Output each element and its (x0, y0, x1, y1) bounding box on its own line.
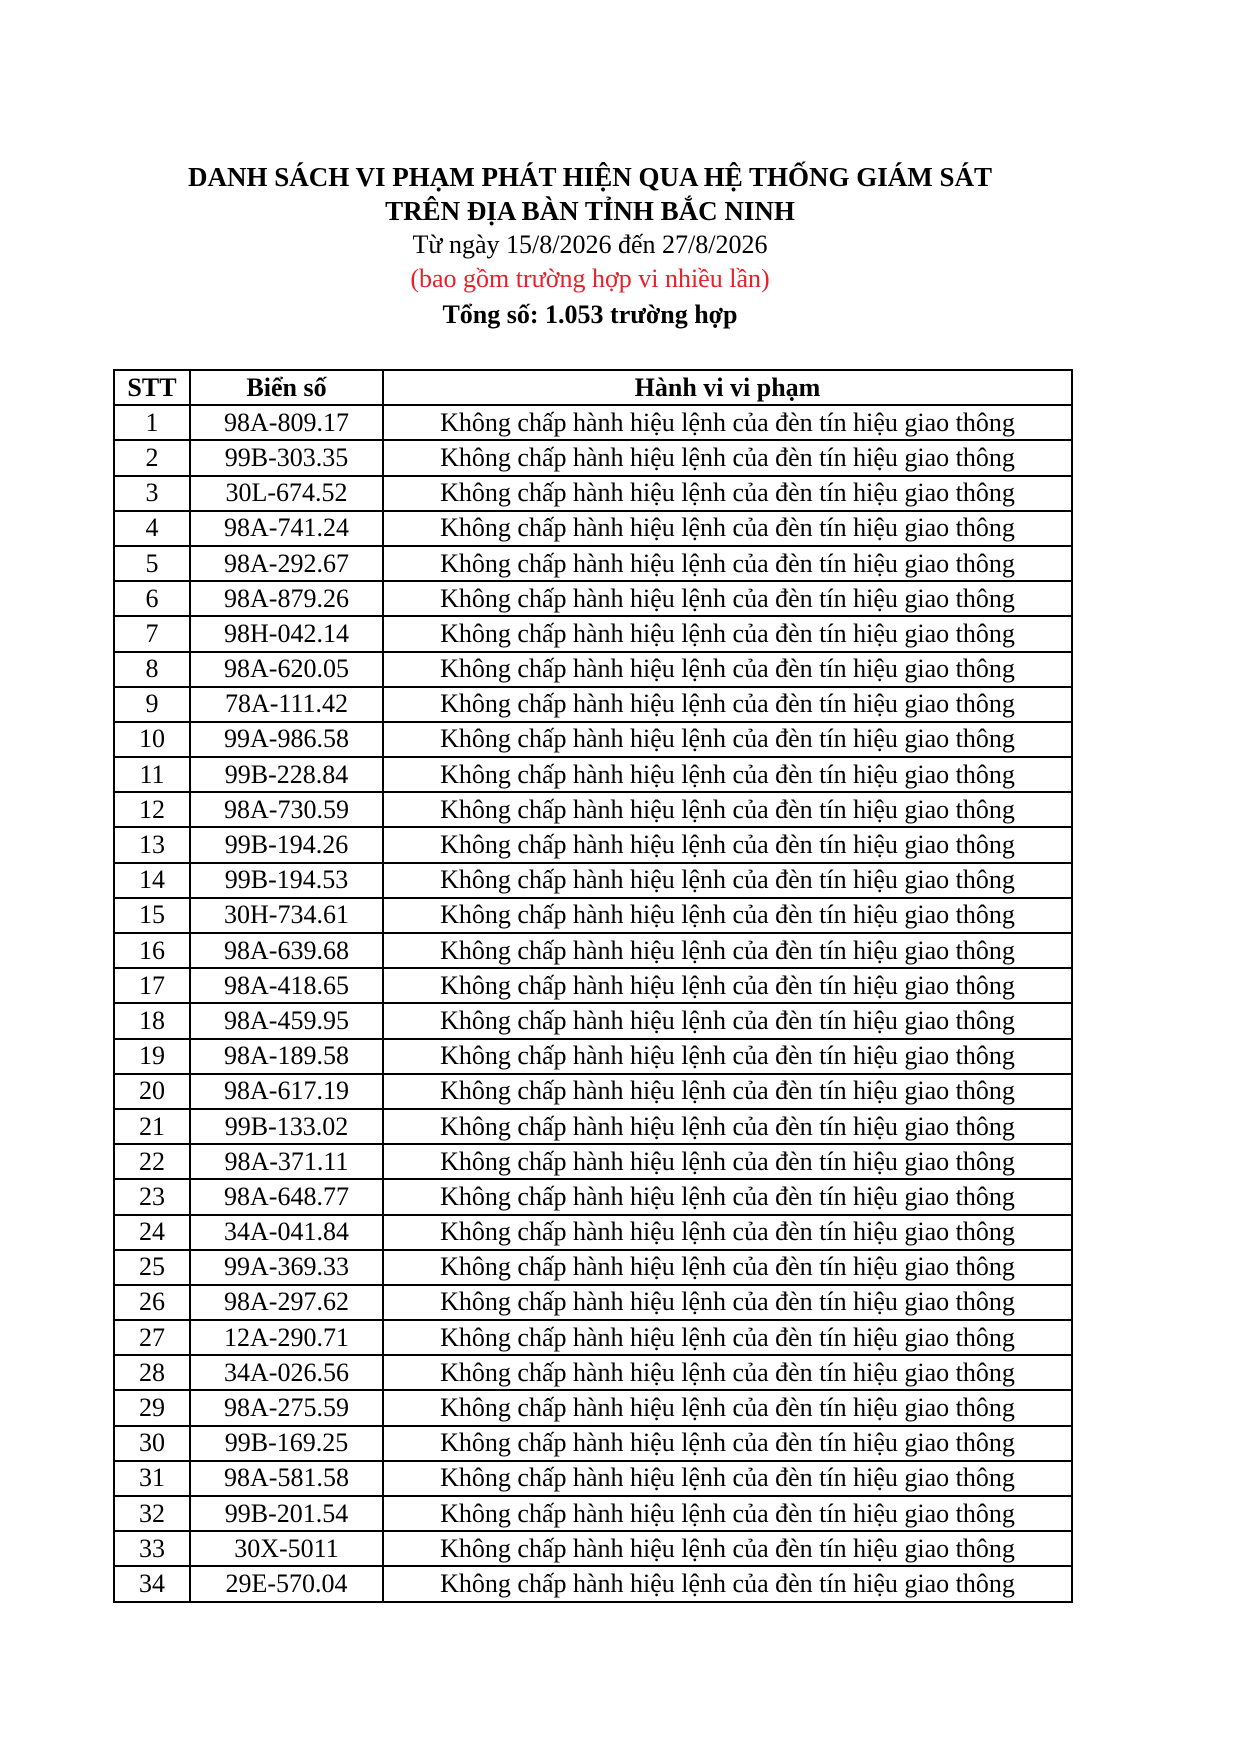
cell-stt: 8 (114, 652, 190, 687)
cell-stt: 14 (114, 863, 190, 898)
cell-violation: Không chấp hành hiệu lệnh của đèn tín hiệu giao thông (383, 1250, 1072, 1285)
cell-violation: Không chấp hành hiệu lệnh của đèn tín hiệu giao thông (383, 1285, 1072, 1320)
cell-plate: 98H-042.14 (190, 616, 383, 651)
cell-plate: 99B-194.26 (190, 827, 383, 862)
cell-violation: Không chấp hành hiệu lệnh của đèn tín hiệu giao thông (383, 687, 1072, 722)
cell-violation: Không chấp hành hiệu lệnh của đèn tín hiệu giao thông (383, 1426, 1072, 1461)
cell-stt: 28 (114, 1355, 190, 1390)
date-range: Từ ngày 15/8/2026 đến 27/8/2026 (412, 230, 768, 259)
table-row (114, 1496, 1072, 1531)
document-title: DANH SÁCH VI PHẠM PHÁT HIỆN QUA HỆ THỐNG GIÁM SÁT (187, 162, 993, 192)
table-row (114, 1039, 1072, 1074)
cell-violation: Không chấp hành hiệu lệnh của đèn tín hiệu giao thông (383, 827, 1072, 862)
cell-stt: 23 (114, 1179, 190, 1214)
header-stt: STT (114, 370, 190, 405)
table-row (114, 1426, 1072, 1461)
cell-violation: Không chấp hành hiệu lệnh của đèn tín hiệu giao thông (383, 1496, 1072, 1531)
cell-stt: 29 (114, 1390, 190, 1425)
cell-violation: Không chấp hành hiệu lệnh của đèn tín hiệu giao thông (383, 1461, 1072, 1496)
cell-plate: 30L-674.52 (190, 476, 383, 511)
cell-plate: 99B-194.53 (190, 863, 383, 898)
cell-plate: 98A-275.59 (190, 1390, 383, 1425)
cell-plate: 99B-169.25 (190, 1426, 383, 1461)
cell-stt: 3 (114, 476, 190, 511)
table-row (114, 1003, 1072, 1038)
table-row (114, 687, 1072, 722)
cell-plate: 99B-133.02 (190, 1109, 383, 1144)
table-row (114, 1461, 1072, 1496)
table-row (114, 792, 1072, 827)
table-row (114, 968, 1072, 1003)
table-row (114, 1320, 1072, 1355)
table-row (114, 1250, 1072, 1285)
cell-violation: Không chấp hành hiệu lệnh của đèn tín hiệu giao thông (383, 722, 1072, 757)
cell-violation: Không chấp hành hiệu lệnh của đèn tín hiệu giao thông (383, 898, 1072, 933)
cell-plate: 98A-189.58 (190, 1039, 383, 1074)
cell-plate: 99A-369.33 (190, 1250, 383, 1285)
note-text: (bao gồm trường hợp vi nhiều lần) (410, 264, 770, 293)
table-row (114, 616, 1072, 651)
cell-stt: 11 (114, 757, 190, 792)
cell-plate: 99A-986.58 (190, 722, 383, 757)
cell-plate: 30X-5011 (190, 1531, 383, 1566)
cell-violation: Không chấp hành hiệu lệnh của đèn tín hiệu giao thông (383, 1039, 1072, 1074)
cell-plate: 98A-297.62 (190, 1285, 383, 1320)
table-row (114, 1285, 1072, 1320)
cell-violation: Không chấp hành hiệu lệnh của đèn tín hiệu giao thông (383, 863, 1072, 898)
cell-violation: Không chấp hành hiệu lệnh của đèn tín hiệu giao thông (383, 616, 1072, 651)
cell-violation: Không chấp hành hiệu lệnh của đèn tín hiệu giao thông (383, 546, 1072, 581)
header-violation: Hành vi vi phạm (383, 370, 1072, 405)
cell-plate: 99B-303.35 (190, 440, 383, 475)
cell-stt: 9 (114, 687, 190, 722)
cell-plate: 12A-290.71 (190, 1320, 383, 1355)
cell-plate: 99B-228.84 (190, 757, 383, 792)
cell-stt: 33 (114, 1531, 190, 1566)
cell-plate: 98A-730.59 (190, 792, 383, 827)
cell-violation: Không chấp hành hiệu lệnh của đèn tín hiệu giao thông (383, 968, 1072, 1003)
table-header-row (114, 370, 1072, 405)
cell-stt: 12 (114, 792, 190, 827)
cell-plate: 98A-292.67 (190, 546, 383, 581)
cell-stt: 31 (114, 1461, 190, 1496)
cell-violation: Không chấp hành hiệu lệnh của đèn tín hiệu giao thông (383, 1531, 1072, 1566)
table-row (114, 1355, 1072, 1390)
table-row (114, 1179, 1072, 1214)
cell-plate: 30H-734.61 (190, 898, 383, 933)
cell-stt: 15 (114, 898, 190, 933)
cell-stt: 26 (114, 1285, 190, 1320)
cell-stt: 2 (114, 440, 190, 475)
cell-stt: 25 (114, 1250, 190, 1285)
table-row (114, 933, 1072, 968)
cell-stt: 5 (114, 546, 190, 581)
table-row (114, 476, 1072, 511)
table-row (114, 581, 1072, 616)
cell-stt: 19 (114, 1039, 190, 1074)
cell-stt: 30 (114, 1426, 190, 1461)
cell-stt: 4 (114, 511, 190, 546)
table-body (114, 405, 1072, 1601)
cell-violation: Không chấp hành hiệu lệnh của đèn tín hiệu giao thông (383, 933, 1072, 968)
cell-plate: 98A-371.11 (190, 1144, 383, 1179)
cell-violation: Không chấp hành hiệu lệnh của đèn tín hiệu giao thông (383, 1179, 1072, 1214)
cell-plate: 98A-809.17 (190, 405, 383, 440)
cell-violation: Không chấp hành hiệu lệnh của đèn tín hiệu giao thông (383, 1390, 1072, 1425)
cell-plate: 98A-617.19 (190, 1074, 383, 1109)
cell-plate: 34A-026.56 (190, 1355, 383, 1390)
cell-violation: Không chấp hành hiệu lệnh của đèn tín hiệu giao thông (383, 1355, 1072, 1390)
cell-violation: Không chấp hành hiệu lệnh của đèn tín hiệu giao thông (383, 1320, 1072, 1355)
table-row (114, 1215, 1072, 1250)
cell-plate: 98A-741.24 (190, 511, 383, 546)
cell-violation: Không chấp hành hiệu lệnh của đèn tín hiệu giao thông (383, 1109, 1072, 1144)
table-row (114, 511, 1072, 546)
cell-violation: Không chấp hành hiệu lệnh của đèn tín hiệu giao thông (383, 757, 1072, 792)
cell-plate: 98A-418.65 (190, 968, 383, 1003)
cell-stt: 1 (114, 405, 190, 440)
cell-stt: 32 (114, 1496, 190, 1531)
cell-stt: 10 (114, 722, 190, 757)
cell-violation: Không chấp hành hiệu lệnh của đèn tín hiệu giao thông (383, 476, 1072, 511)
table-row (114, 898, 1072, 933)
cell-stt: 16 (114, 933, 190, 968)
table-row (114, 827, 1072, 862)
cell-violation: Không chấp hành hiệu lệnh của đèn tín hiệu giao thông (383, 1566, 1072, 1601)
cell-stt: 17 (114, 968, 190, 1003)
cell-violation: Không chấp hành hiệu lệnh của đèn tín hiệu giao thông (383, 1215, 1072, 1250)
cell-violation: Không chấp hành hiệu lệnh của đèn tín hiệu giao thông (383, 511, 1072, 546)
violation-table (113, 369, 1073, 1603)
cell-violation: Không chấp hành hiệu lệnh của đèn tín hiệu giao thông (383, 792, 1072, 827)
table-row (114, 546, 1072, 581)
table-row (114, 722, 1072, 757)
cell-stt: 7 (114, 616, 190, 651)
cell-stt: 13 (114, 827, 190, 862)
document-subtitle: TRÊN ĐỊA BÀN TỈNH BẮC NINH (385, 196, 795, 226)
cell-plate: 98A-459.95 (190, 1003, 383, 1038)
cell-plate: 99B-201.54 (190, 1496, 383, 1531)
cell-violation: Không chấp hành hiệu lệnh của đèn tín hiệu giao thông (383, 405, 1072, 440)
cell-plate: 29E-570.04 (190, 1566, 383, 1601)
cell-stt: 24 (114, 1215, 190, 1250)
cell-stt: 34 (114, 1566, 190, 1601)
header-plate: Biển số (190, 370, 383, 405)
table-row (114, 1074, 1072, 1109)
cell-plate: 34A-041.84 (190, 1215, 383, 1250)
cell-stt: 18 (114, 1003, 190, 1038)
cell-plate: 98A-639.68 (190, 933, 383, 968)
cell-violation: Không chấp hành hiệu lệnh của đèn tín hiệu giao thông (383, 1003, 1072, 1038)
table-row (114, 863, 1072, 898)
table-row (114, 1109, 1072, 1144)
table-row (114, 440, 1072, 475)
cell-plate: 98A-620.05 (190, 652, 383, 687)
table-row (114, 1390, 1072, 1425)
cell-violation: Không chấp hành hiệu lệnh của đèn tín hiệu giao thông (383, 1144, 1072, 1179)
table-row (114, 757, 1072, 792)
cell-plate: 78A-111.42 (190, 687, 383, 722)
cell-stt: 6 (114, 581, 190, 616)
cell-violation: Không chấp hành hiệu lệnh của đèn tín hiệu giao thông (383, 581, 1072, 616)
cell-plate: 98A-581.58 (190, 1461, 383, 1496)
cell-violation: Không chấp hành hiệu lệnh của đèn tín hiệu giao thông (383, 1074, 1072, 1109)
cell-stt: 22 (114, 1144, 190, 1179)
cell-plate: 98A-879.26 (190, 581, 383, 616)
table-row (114, 1144, 1072, 1179)
total-count: Tổng số: 1.053 trường hợp (442, 300, 738, 329)
cell-stt: 20 (114, 1074, 190, 1109)
table-row (114, 652, 1072, 687)
table-row (114, 1531, 1072, 1566)
cell-stt: 21 (114, 1109, 190, 1144)
table-row (114, 405, 1072, 440)
cell-violation: Không chấp hành hiệu lệnh của đèn tín hiệu giao thông (383, 652, 1072, 687)
table-row (114, 1566, 1072, 1601)
cell-violation: Không chấp hành hiệu lệnh của đèn tín hiệu giao thông (383, 440, 1072, 475)
cell-stt: 27 (114, 1320, 190, 1355)
cell-plate: 98A-648.77 (190, 1179, 383, 1214)
